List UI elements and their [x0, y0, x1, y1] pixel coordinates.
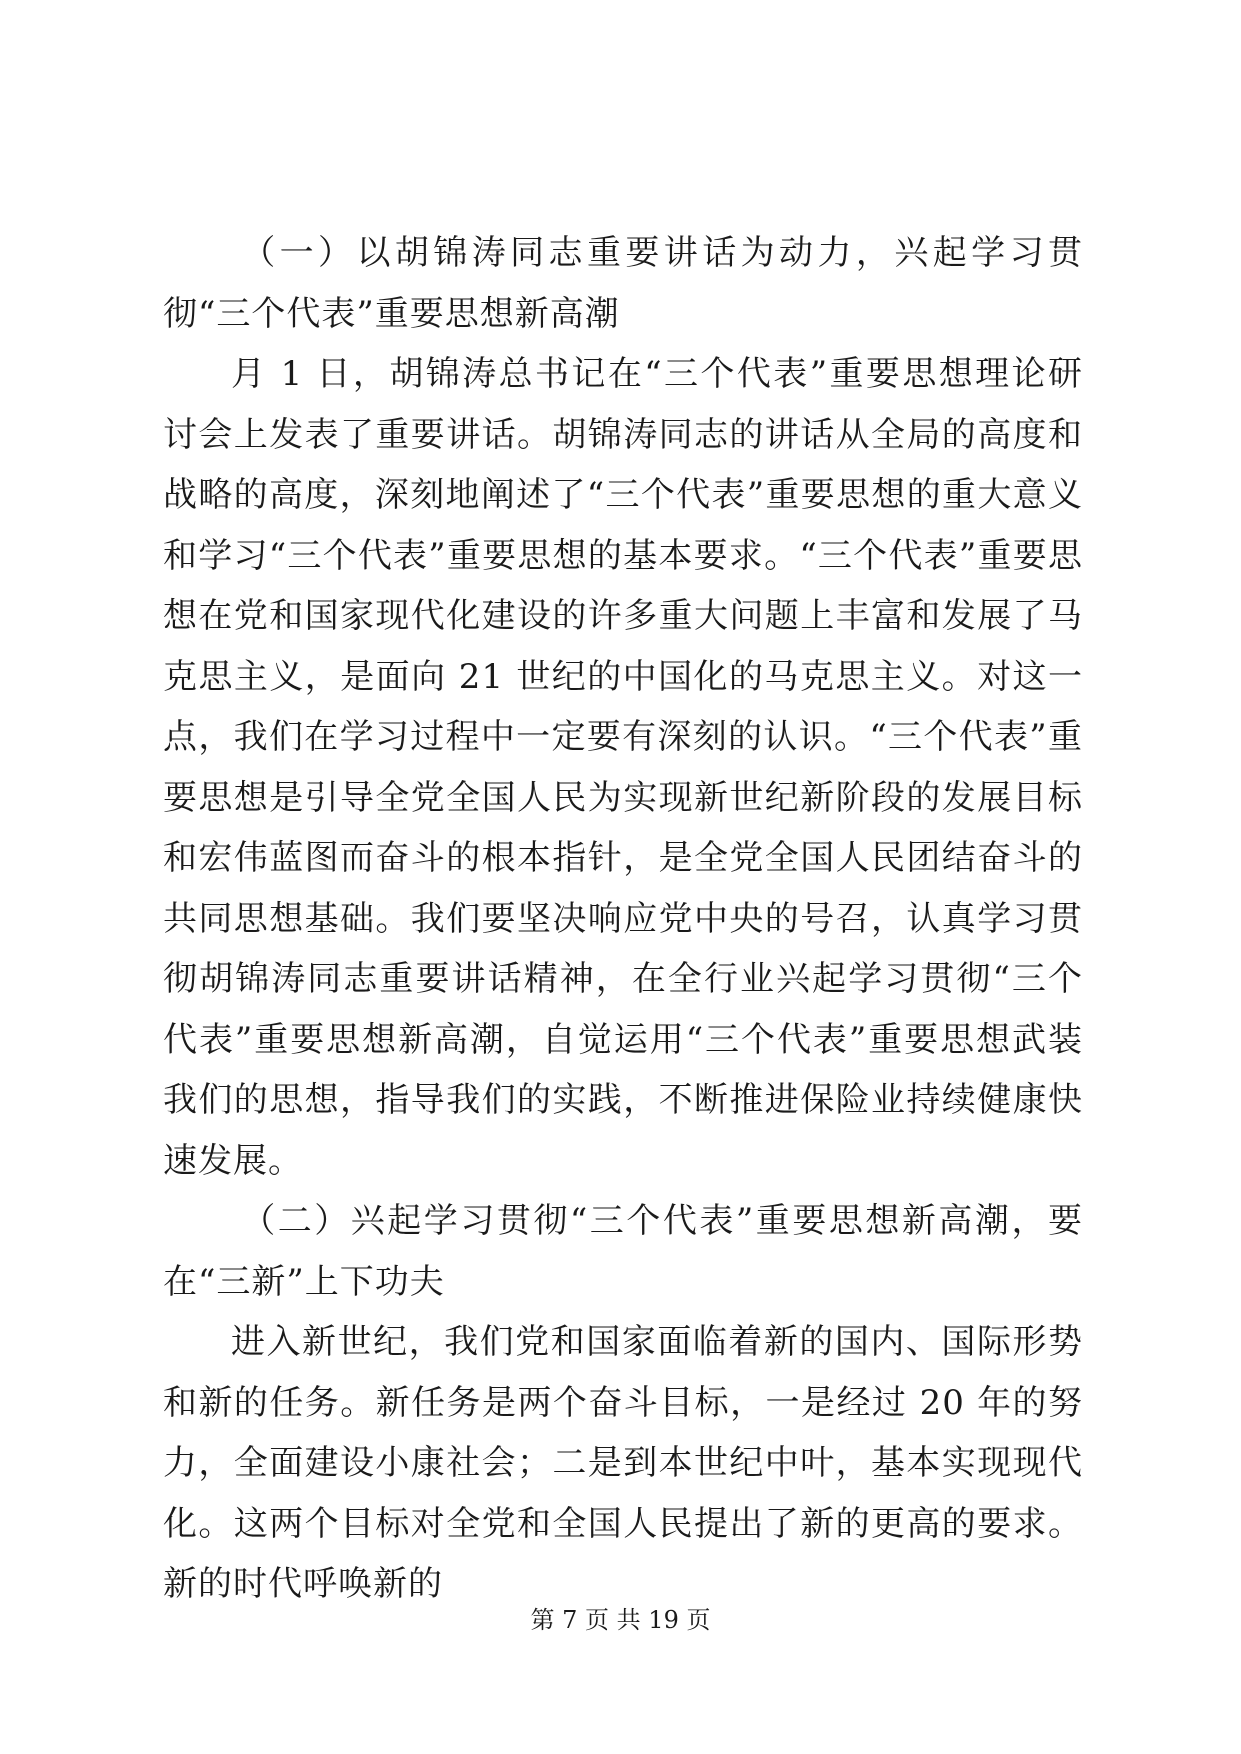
section-heading-1: （一）以胡锦涛同志重要讲话为动力，兴起学习贯彻“三个代表”重要思想新高潮: [163, 233, 1083, 334]
document-body: [163, 223, 1083, 1615]
section-heading-2: （二）兴起学习贯彻“三个代表”重要思想新高潮，要在“三新”上下功夫: [163, 1201, 1083, 1302]
body-paragraph-1: 月 1 日，胡锦涛总书记在“三个代表”重要思想理论研讨会上发表了重要讲话。胡锦涛同志的讲话从全局的高度和战略的高度，深刻地阐述了“三个代表”重要思想的重大意义和学习“三个代表”重要思想的基本要求。“三个代表”重要思想在党和国家现代化建设的许多重大问题上丰富和发展了马克思主义，是面向 21 世纪的中国化的马克思主义。对这一点，我们在学习过程中一定要有深刻的认识。“三个代表”重要思想是引导全党全国人民为实现新世纪新阶段的发展目标和宏伟蓝图而奋斗的根本指针，是全党全国人民团结奋斗的共同思想基础。我们要坚决响应党中央的号召，认真学习贯彻胡锦涛同志重要讲话精神，在全行业兴起学习贯彻“三个代表”重要思想新高潮，自觉运用“三个代表”重要思想武装我们的思想，指导我们的实践，不断推进保险业持续健康快速发展。: [163, 354, 1083, 1181]
body-paragraph-2: 进入新世纪，我们党和国家面临着新的国内、国际形势和新的任务。新任务是两个奋斗目标，一是经过 20 年的努力，全面建设小康社会；二是到本世纪中叶，基本实现现代化。这两个目标对全党和全国人民提出了新的更高的要求。新的时代呼唤新的: [163, 1322, 1083, 1604]
page-number-footer: 第 7 页 共 19 页: [530, 1606, 711, 1634]
